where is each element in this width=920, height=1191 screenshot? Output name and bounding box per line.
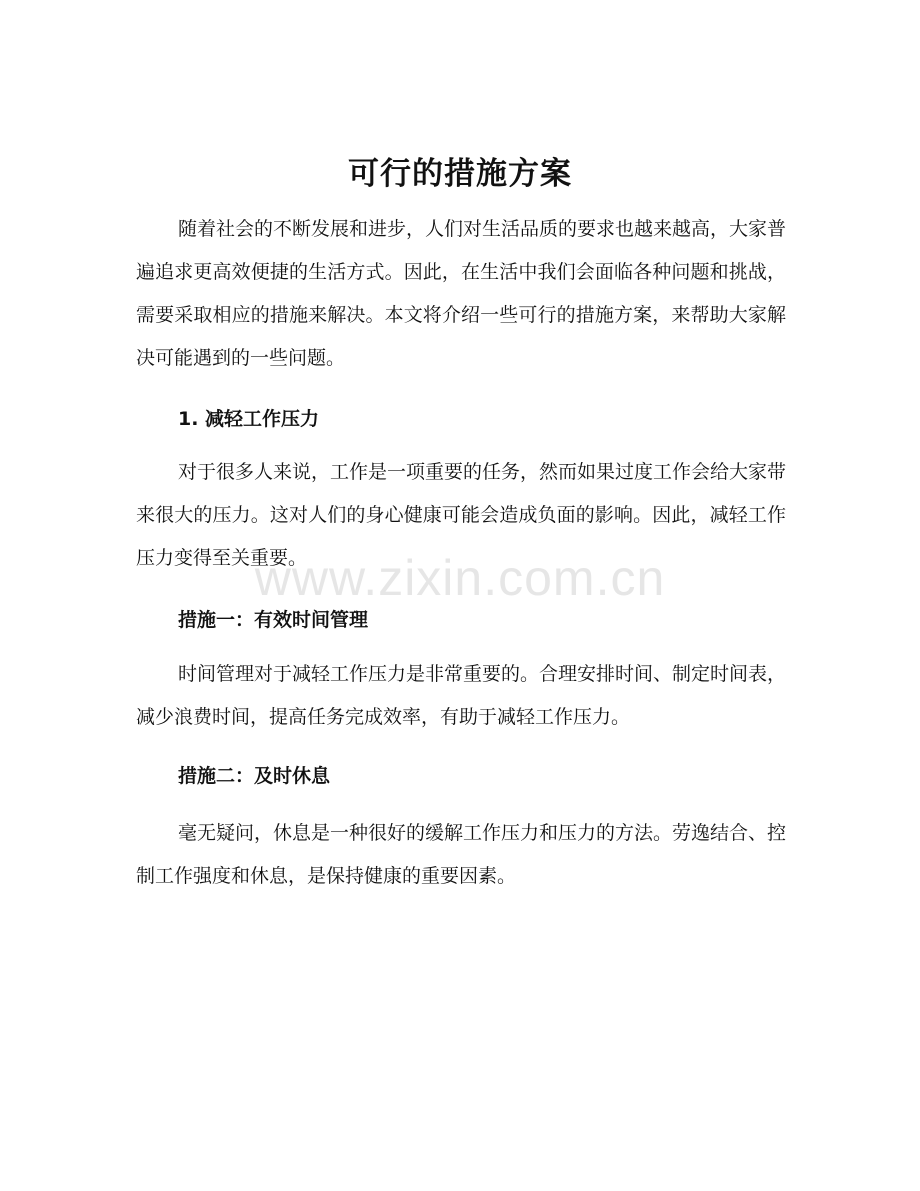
measure-paragraph-time-management: 时间管理对于减轻工作压力是非常重要的。合理安排时间、制定时间表，减少浪费时间，提高任务完成效率，有助于减轻工作压力。 [136, 663, 787, 728]
page-title: 可行的措施方案 [348, 156, 572, 192]
section-heading-reduce-work-stress: 1. 减轻工作压力 [178, 408, 320, 430]
measure-heading-rest: 措施二：及时休息 [178, 765, 331, 787]
section-paragraph-reduce-work-stress: 对于很多人来说，工作是一项重要的任务，然而如果过度工作会给大家带来很大的压力。这对人们的身心健康可能会造成负面的影响。因此，减轻工作压力变得至关重要。 [136, 461, 787, 569]
watermark: www.zixin.com.cn [254, 550, 666, 606]
intro-paragraph: 随着社会的不断发展和进步，人们对生活品质的要求也越来越高，大家普遍追求更高效便捷的生活方式。因此，在生活中我们会面临各种问题和挑战，需要采取相应的措施来解决。本文将介绍一些可行的措施方案，来帮助大家解决可能遇到的一些问题。 [136, 218, 787, 369]
measure-heading-time-management: 措施一：有效时间管理 [178, 609, 369, 631]
measure-paragraph-rest: 毫无疑问，休息是一种很好的缓解工作压力和压力的方法。劳逸结合、控制工作强度和休息，是保持健康的重要因素。 [136, 822, 787, 887]
